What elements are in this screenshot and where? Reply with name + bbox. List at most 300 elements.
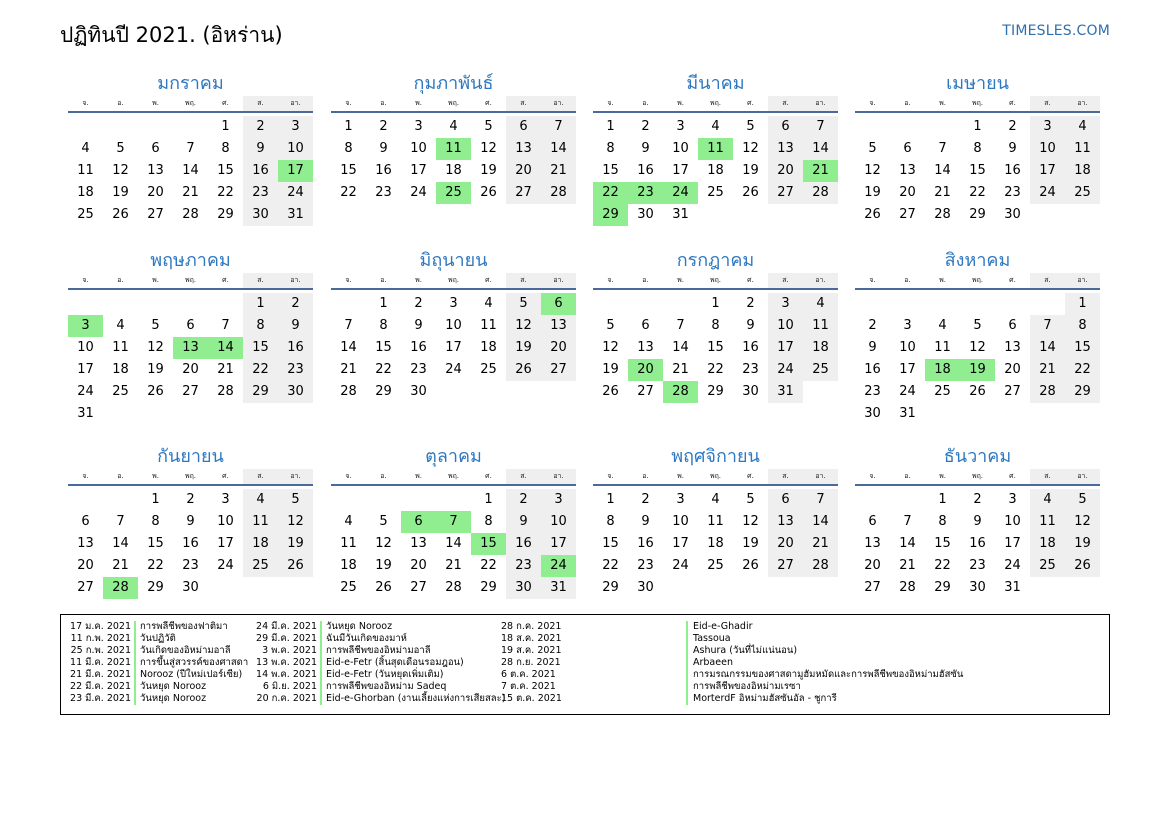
day-cell: 23: [278, 359, 313, 381]
weekday-label: จ.: [607, 472, 614, 480]
day-cell: 28: [934, 207, 951, 222]
day-cell: 8: [221, 141, 230, 156]
holiday-name: Eid-e-Ghadir: [686, 621, 753, 633]
day-cell: 8: [606, 141, 615, 156]
holiday-entry: [247, 633, 505, 645]
day-cell: 29: [480, 580, 497, 595]
weekday-label: อา.: [278, 469, 313, 484]
day-cell: 26: [112, 207, 129, 222]
day-cell: 19: [375, 558, 392, 573]
holiday-date: 3 พ.ค. 2021: [247, 645, 322, 657]
day-cell: 28: [803, 555, 838, 577]
day-cell: 28: [541, 182, 576, 204]
month-calendar: [855, 72, 1100, 226]
weekday-label: อา.: [278, 96, 313, 111]
weekday-label: ศ.: [222, 472, 229, 480]
day-cell: 4: [1065, 116, 1100, 138]
weekday-label: ส.: [768, 273, 803, 288]
holiday-day-cell: 21: [803, 160, 838, 182]
holiday-date: 24 มี.ค. 2021: [247, 621, 322, 633]
holiday-column: [61, 621, 248, 705]
day-cell: 31: [768, 381, 803, 403]
day-cell: 16: [506, 533, 541, 555]
day-cell: 30: [864, 406, 881, 421]
weekday-label: อา.: [541, 96, 576, 111]
day-cell: 19: [742, 536, 759, 551]
day-cell: 8: [938, 514, 947, 529]
weekday-label: ศ.: [485, 99, 492, 107]
day-cell: 13: [899, 163, 916, 178]
holiday-name: Eid-e-Fetr (วันหยุดเพิ่มเติม): [326, 669, 444, 680]
day-cell: 26: [375, 580, 392, 595]
weekday-label: พ.: [677, 99, 684, 107]
day-cell: 1: [379, 296, 388, 311]
day-cell: 20: [899, 185, 916, 200]
day-cell: 3: [414, 119, 423, 134]
holiday-day-cell: 29: [593, 204, 628, 226]
holiday-entry: [501, 657, 963, 669]
empty-cell: [995, 293, 1030, 315]
day-cell: 26: [278, 555, 313, 577]
day-cell: 24: [445, 362, 462, 377]
day-cell: 9: [414, 318, 423, 333]
weekday-label: พฤ.: [447, 472, 460, 480]
day-cell: 5: [746, 119, 755, 134]
holiday-name: Eid-e-Fetr (สิ้นสุดเดือนรอมฎอน): [326, 657, 464, 668]
day-cell: 18: [1065, 160, 1100, 182]
day-cell: 15: [217, 163, 234, 178]
day-cell: 28: [803, 182, 838, 204]
empty-cell: [103, 489, 138, 511]
day-cell: 2: [186, 492, 195, 507]
day-cell: 1: [711, 296, 720, 311]
day-cell: 2: [379, 119, 388, 134]
day-cell: 21: [1030, 359, 1065, 381]
day-cell: 1: [606, 119, 615, 134]
weekday-label: พฤ.: [447, 276, 460, 284]
holiday-name: Tassoua: [686, 633, 731, 645]
day-cell: 31: [899, 406, 916, 421]
day-cell: 10: [1004, 514, 1021, 529]
day-cell: 4: [484, 296, 493, 311]
day-cell: 18: [445, 163, 462, 178]
day-cell: 6: [768, 489, 803, 511]
day-cell: 18: [340, 558, 357, 573]
day-cell: 28: [1030, 381, 1065, 403]
day-cell: 7: [803, 489, 838, 511]
day-cell: 16: [375, 163, 392, 178]
day-cell: 16: [864, 362, 881, 377]
empty-cell: [925, 293, 960, 315]
holiday-date: 28 ก.ค. 2021: [501, 621, 562, 632]
weekday-label: พ.: [415, 276, 422, 284]
holiday-day-cell: 6: [401, 511, 436, 533]
day-cell: 31: [541, 577, 576, 599]
day-cell: 19: [1065, 533, 1100, 555]
holiday-day-cell: 24: [541, 555, 576, 577]
holiday-date: 21 มี.ค. 2021: [61, 669, 136, 681]
holiday-entry: [61, 681, 248, 693]
day-cell: 9: [641, 141, 650, 156]
day-cell: 5: [973, 318, 982, 333]
day-cell: 14: [1030, 337, 1065, 359]
day-cell: 24: [1004, 558, 1021, 573]
weekday-label: พฤ.: [971, 276, 984, 284]
empty-cell: [138, 116, 173, 138]
holiday-date: 11 มี.ค. 2021: [61, 657, 136, 669]
holiday-entry: [501, 693, 963, 705]
month-name: พฤษภาคม: [150, 250, 231, 271]
day-cell: 20: [506, 160, 541, 182]
weekday-label: พฤ.: [971, 472, 984, 480]
month-name: มีนาคม: [686, 73, 745, 94]
day-cell: 20: [864, 558, 881, 573]
day-cell: 29: [934, 580, 951, 595]
weekday-label: อ.: [380, 276, 387, 284]
day-cell: 31: [278, 204, 313, 226]
day-cell: 10: [768, 315, 803, 337]
empty-cell: [855, 293, 890, 315]
day-cell: 23: [864, 384, 881, 399]
weekday-label: ศ.: [747, 276, 754, 284]
month-calendar: [593, 72, 838, 226]
day-cell: 15: [602, 163, 619, 178]
holiday-entry: [247, 621, 505, 633]
weekday-header: [68, 469, 313, 486]
holiday-name: Arbaeen: [686, 657, 733, 669]
day-cell: 6: [151, 141, 160, 156]
day-cell: 14: [541, 138, 576, 160]
day-cell: 9: [1008, 141, 1017, 156]
day-cell: 19: [742, 163, 759, 178]
day-cell: 24: [77, 384, 94, 399]
day-cell: 19: [602, 362, 619, 377]
weekday-label: ศ.: [747, 99, 754, 107]
empty-cell: [890, 489, 925, 511]
day-grid: [593, 489, 838, 599]
day-cell: 21: [340, 362, 357, 377]
day-cell: 6: [186, 318, 195, 333]
weekday-label: อ.: [117, 99, 124, 107]
day-cell: 25: [1030, 555, 1065, 577]
day-cell: 25: [340, 580, 357, 595]
day-cell: 15: [147, 536, 164, 551]
weekday-label: ส.: [768, 469, 803, 484]
day-cell: 22: [1065, 359, 1100, 381]
weekday-label: พฤ.: [709, 99, 722, 107]
weekday-label: พฤ.: [184, 99, 197, 107]
holiday-column: [247, 621, 505, 705]
day-cell: 30: [1004, 207, 1021, 222]
day-cell: 18: [480, 340, 497, 355]
day-cell: 14: [340, 340, 357, 355]
day-cell: 9: [973, 514, 982, 529]
weekday-label: พ.: [415, 99, 422, 107]
day-cell: 21: [672, 362, 689, 377]
day-cell: 22: [602, 558, 619, 573]
day-cell: 19: [480, 163, 497, 178]
day-cell: 6: [903, 141, 912, 156]
day-cell: 16: [969, 536, 986, 551]
month-calendar: [593, 445, 838, 599]
day-cell: 2: [641, 119, 650, 134]
weekday-label: อ.: [117, 472, 124, 480]
day-cell: 16: [243, 160, 278, 182]
holiday-day-cell: 3: [68, 315, 103, 337]
weekday-header: [331, 469, 576, 486]
day-cell: 28: [340, 384, 357, 399]
day-cell: 26: [742, 185, 759, 200]
day-cell: 19: [147, 362, 164, 377]
holiday-name: การพลีชีพของอิหม่ามเรซา: [686, 681, 801, 693]
day-cell: 26: [742, 558, 759, 573]
day-cell: 14: [445, 536, 462, 551]
day-cell: 28: [899, 580, 916, 595]
month-calendar: [68, 445, 313, 599]
weekday-header: [593, 469, 838, 486]
month-name: กรกฎาคม: [676, 250, 755, 271]
holiday-entry: [247, 693, 505, 705]
day-cell: 6: [868, 514, 877, 529]
day-cell: 5: [746, 492, 755, 507]
holiday-name: วันหยุด Norooz: [140, 693, 207, 704]
month-calendar: [855, 249, 1100, 425]
day-cell: 27: [77, 580, 94, 595]
day-cell: 30: [410, 384, 427, 399]
day-cell: 25: [243, 555, 278, 577]
day-cell: 21: [899, 558, 916, 573]
day-cell: 9: [868, 340, 877, 355]
day-cell: 19: [112, 185, 129, 200]
holiday-entry: [501, 669, 963, 681]
day-cell: 31: [672, 207, 689, 222]
month-calendar: [593, 249, 838, 403]
holiday-name: การพลีชีพของอิหม่ามอาลี: [326, 645, 431, 656]
holiday-entry: [61, 621, 248, 633]
holiday-day-cell: 25: [436, 182, 471, 204]
day-cell: 25: [803, 359, 838, 381]
weekday-label: พ.: [939, 472, 946, 480]
day-cell: 11: [803, 315, 838, 337]
day-cell: 11: [934, 340, 951, 355]
weekday-label: จ.: [869, 472, 876, 480]
day-cell: 12: [742, 141, 759, 156]
day-cell: 1: [484, 492, 493, 507]
day-cell: 17: [899, 362, 916, 377]
holiday-day-cell: 6: [541, 293, 576, 315]
day-cell: 29: [217, 207, 234, 222]
site-link[interactable]: TIMESLES.COM: [1002, 23, 1110, 39]
day-cell: 16: [410, 340, 427, 355]
day-cell: 22: [934, 558, 951, 573]
day-cell: 5: [278, 489, 313, 511]
day-cell: 22: [375, 362, 392, 377]
holiday-name: การพลีชีพของอิหม่าม Sadeq: [326, 681, 447, 692]
day-cell: 22: [969, 185, 986, 200]
holiday-column: [501, 621, 963, 705]
weekday-label: ส.: [506, 273, 541, 288]
month-name: สิงหาคม: [944, 250, 1011, 271]
day-cell: 12: [969, 340, 986, 355]
holiday-date: 6 มิ.ย. 2021: [247, 681, 322, 693]
weekday-label: ศ.: [747, 472, 754, 480]
day-cell: 15: [1065, 337, 1100, 359]
weekday-label: ส.: [243, 469, 278, 484]
weekday-label: จ.: [607, 99, 614, 107]
empty-cell: [960, 293, 995, 315]
day-grid: [593, 293, 838, 403]
holiday-date: 17 ม.ค. 2021: [61, 621, 136, 633]
weekday-label: อ.: [642, 276, 649, 284]
day-cell: 11: [480, 318, 497, 333]
day-cell: 13: [506, 138, 541, 160]
month-name: กุมภาพันธ์: [413, 73, 494, 94]
day-cell: 4: [1030, 489, 1065, 511]
day-cell: 21: [934, 185, 951, 200]
weekday-label: อา.: [803, 96, 838, 111]
day-cell: 17: [1030, 160, 1065, 182]
day-cell: 7: [1030, 315, 1065, 337]
month-name: เมษายน: [946, 73, 1009, 94]
day-cell: 7: [938, 141, 947, 156]
empty-cell: [436, 489, 471, 511]
day-cell: 17: [410, 163, 427, 178]
day-cell: 17: [541, 533, 576, 555]
day-cell: 7: [116, 514, 125, 529]
holiday-date: 11 ก.พ. 2021: [61, 633, 136, 645]
empty-cell: [855, 489, 890, 511]
weekday-label: พฤ.: [971, 99, 984, 107]
weekday-label: อา.: [1065, 96, 1100, 111]
empty-cell: [208, 293, 243, 315]
day-grid: [68, 489, 313, 599]
holiday-name: MorterdF อิหม่ามฮัสซันอัล - ชูการี: [686, 693, 837, 705]
day-cell: 16: [278, 337, 313, 359]
holiday-date: 18 ส.ค. 2021: [501, 633, 562, 644]
day-cell: 21: [445, 558, 462, 573]
day-cell: 24: [278, 182, 313, 204]
day-cell: 11: [1030, 511, 1065, 533]
day-cell: 4: [81, 141, 90, 156]
day-cell: 10: [541, 511, 576, 533]
day-cell: 29: [1065, 381, 1100, 403]
day-cell: 4: [803, 293, 838, 315]
day-cell: 9: [641, 514, 650, 529]
day-cell: 13: [768, 511, 803, 533]
day-cell: 5: [868, 141, 877, 156]
day-cell: 5: [151, 318, 160, 333]
day-cell: 29: [147, 580, 164, 595]
day-cell: 20: [768, 160, 803, 182]
weekday-header: [331, 96, 576, 113]
day-cell: 27: [637, 384, 654, 399]
day-cell: 20: [1004, 362, 1021, 377]
holiday-date: 22 มี.ค. 2021: [61, 681, 136, 693]
day-cell: 22: [707, 362, 724, 377]
weekday-label: พฤ.: [184, 472, 197, 480]
day-cell: 24: [410, 185, 427, 200]
day-cell: 25: [77, 207, 94, 222]
holiday-entry: [61, 657, 248, 669]
day-cell: 24: [672, 558, 689, 573]
day-cell: 26: [1065, 555, 1100, 577]
page-title: ปฏิทินปี 2021. (อิหร่าน): [60, 23, 283, 47]
day-cell: 9: [746, 318, 755, 333]
holiday-day-cell: 11: [436, 138, 471, 160]
day-cell: 5: [1065, 489, 1100, 511]
day-cell: 23: [410, 362, 427, 377]
day-cell: 8: [243, 315, 278, 337]
day-cell: 2: [278, 293, 313, 315]
day-cell: 24: [768, 359, 803, 381]
weekday-label: ศ.: [485, 472, 492, 480]
day-cell: 6: [641, 318, 650, 333]
day-cell: 11: [77, 163, 94, 178]
day-cell: 22: [340, 185, 357, 200]
day-cell: 27: [864, 580, 881, 595]
day-cell: 27: [1004, 384, 1021, 399]
day-cell: 27: [147, 207, 164, 222]
holiday-entry: [501, 645, 963, 657]
empty-cell: [401, 489, 436, 511]
day-cell: 1: [344, 119, 353, 134]
weekday-label: จ.: [82, 472, 89, 480]
day-cell: 27: [768, 182, 803, 204]
empty-cell: [855, 116, 890, 138]
day-cell: 28: [217, 384, 234, 399]
weekday-label: จ.: [607, 276, 614, 284]
day-cell: 25: [707, 185, 724, 200]
day-grid: [68, 293, 313, 425]
weekday-label: ส.: [768, 96, 803, 111]
day-cell: 14: [803, 138, 838, 160]
day-cell: 20: [182, 362, 199, 377]
day-cell: 5: [379, 514, 388, 529]
day-cell: 13: [1004, 340, 1021, 355]
day-cell: 14: [182, 163, 199, 178]
day-cell: 24: [899, 384, 916, 399]
day-cell: 11: [707, 514, 724, 529]
weekday-label: จ.: [82, 276, 89, 284]
weekday-label: อ.: [642, 472, 649, 480]
day-cell: 30: [182, 580, 199, 595]
day-cell: 16: [742, 340, 759, 355]
holiday-date: 14 พ.ค. 2021: [247, 669, 322, 681]
day-cell: 7: [221, 318, 230, 333]
day-cell: 11: [112, 340, 129, 355]
day-cell: 9: [186, 514, 195, 529]
month-calendar: [68, 249, 313, 425]
day-cell: 8: [151, 514, 160, 529]
day-cell: 7: [803, 116, 838, 138]
day-cell: 26: [506, 359, 541, 381]
empty-cell: [1030, 293, 1065, 315]
day-cell: 3: [278, 116, 313, 138]
empty-cell: [366, 489, 401, 511]
weekday-label: พ.: [939, 99, 946, 107]
weekday-label: ส.: [243, 96, 278, 111]
day-grid: [331, 293, 576, 403]
empty-cell: [331, 489, 366, 511]
day-cell: 25: [1065, 182, 1100, 204]
weekday-label: พฤ.: [709, 472, 722, 480]
day-cell: 15: [707, 340, 724, 355]
weekday-header: [68, 96, 313, 113]
day-cell: 7: [676, 318, 685, 333]
day-cell: 2: [1008, 119, 1017, 134]
weekday-label: อ.: [904, 99, 911, 107]
day-cell: 8: [973, 141, 982, 156]
